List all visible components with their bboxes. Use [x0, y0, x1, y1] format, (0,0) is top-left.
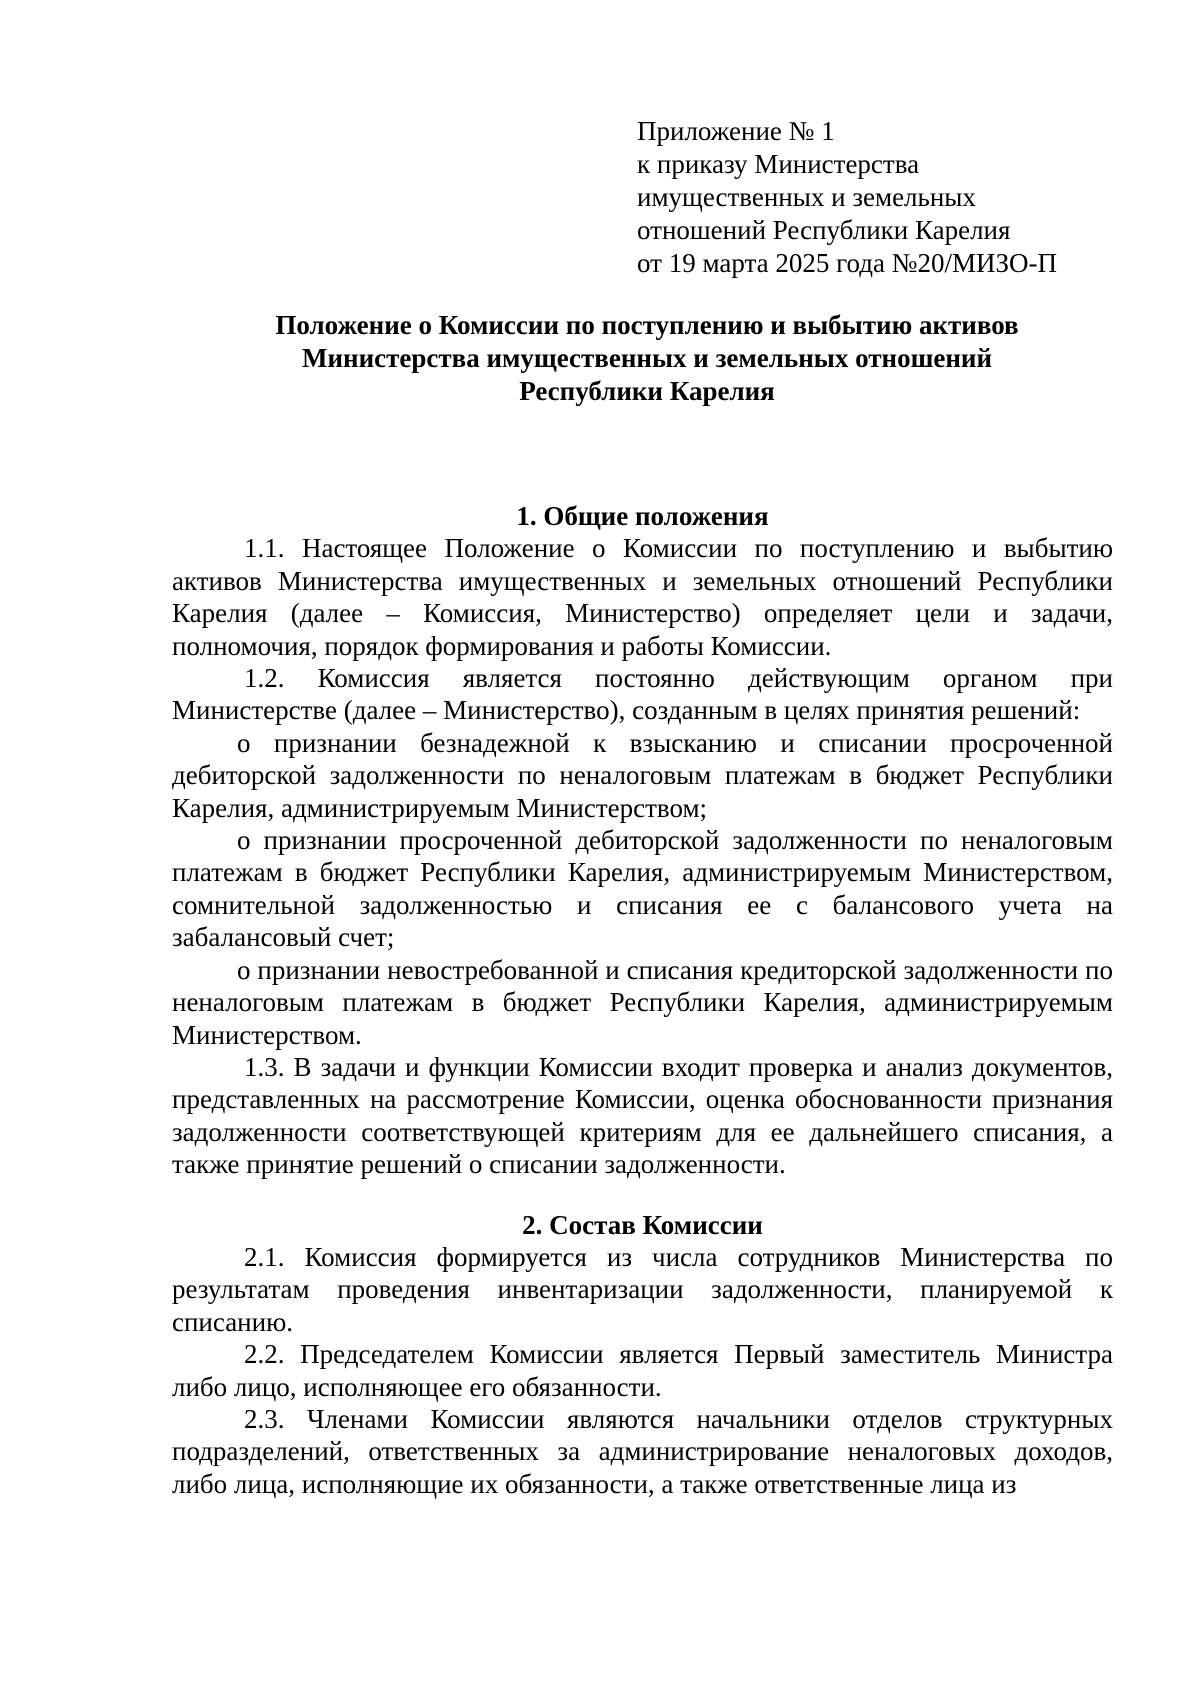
paragraph-1-1: 1.1. Настоящее Положение о Комиссии по поступлению и выбытию активов Министерства имущественных и земельных отношений Республики Карелия (далее – Комиссия, Министерство) определяет цели и задачи, полномочия, порядок формирования и работы Комиссии.	[172, 533, 1113, 661]
document-body	[172, 500, 1113, 1500]
paragraph-1-2-item-1: о признании безнадежной к взысканию и списании просроченной дебиторской задолженности по неналоговым платежам в бюджет Республики Карелия, администрируемым Министерством;	[172, 727, 1113, 823]
section-general	[172, 500, 1113, 1181]
paragraph-1-3: 1.3. В задачи и функции Комиссии входит проверка и анализ документов, представленных на рассмотрение Комиссии, оценка обоснованности признания задолженности соответствующей критериям для ее дальнейшего списания, а также принятие решений о списании задолженности.	[172, 1051, 1113, 1180]
annex-line-number: Приложение № 1	[637, 116, 835, 146]
annex-line-date: от 19 марта 2025 года №20/МИЗО-П	[637, 248, 1057, 278]
section-heading: 2. Состав Комиссии	[522, 1209, 763, 1240]
annex-line-order: к приказу Министерства	[637, 149, 920, 179]
title-line-1: Положение о Комиссии по поступлению и выбытию активов	[275, 310, 1019, 340]
title-line-2: Министерства имущественных и земельных отношений	[301, 343, 993, 373]
title-line-3: Республики Карелия	[519, 376, 775, 406]
paragraph-2-3: 2.3. Членами Комиссии являются начальники отделов структурных подразделений, ответственных за администрирование неналоговых доходов, либо лица, исполняющие их обязанности, а также ответственные лица из	[172, 1403, 1113, 1499]
paragraph-1-2: 1.2. Комиссия является постоянно действующим органом при Министерстве (далее – Министерство), созданным в целях принятия решений:	[172, 663, 1113, 726]
document-title	[172, 309, 1122, 408]
section-heading: 1. Общие положения	[516, 501, 769, 531]
paragraph-2-1: 2.1. Комиссия формируется из числа сотрудников Министерства по результатам проведения инвентаризации задолженности, планируемой к списанию.	[172, 1241, 1113, 1337]
paragraph-1-2-item-2: о признании просроченной дебиторской задолженности по неналоговым платежам в бюджет Республики Карелия, администрируемым Министерством, сомнительной задолженностью и списания ее с балансового учета на забалансовый счет;	[172, 825, 1113, 953]
paragraph-1-2-item-3: о признании невостребованной и списания кредиторской задолженности по неналоговым платежам в бюджет Республики Карелия, администрируемым Министерством.	[172, 954, 1113, 1050]
annex-line-ministry: имущественных и земельных	[637, 182, 976, 212]
annex-block	[637, 115, 1137, 280]
annex-line-relations: отношений Республики Карелия	[637, 215, 1011, 245]
section-composition	[172, 1209, 1113, 1501]
paragraph-2-2: 2.2. Председателем Комиссии является Первый заместитель Министра либо лицо, исполняющее его обязанности.	[172, 1339, 1113, 1402]
